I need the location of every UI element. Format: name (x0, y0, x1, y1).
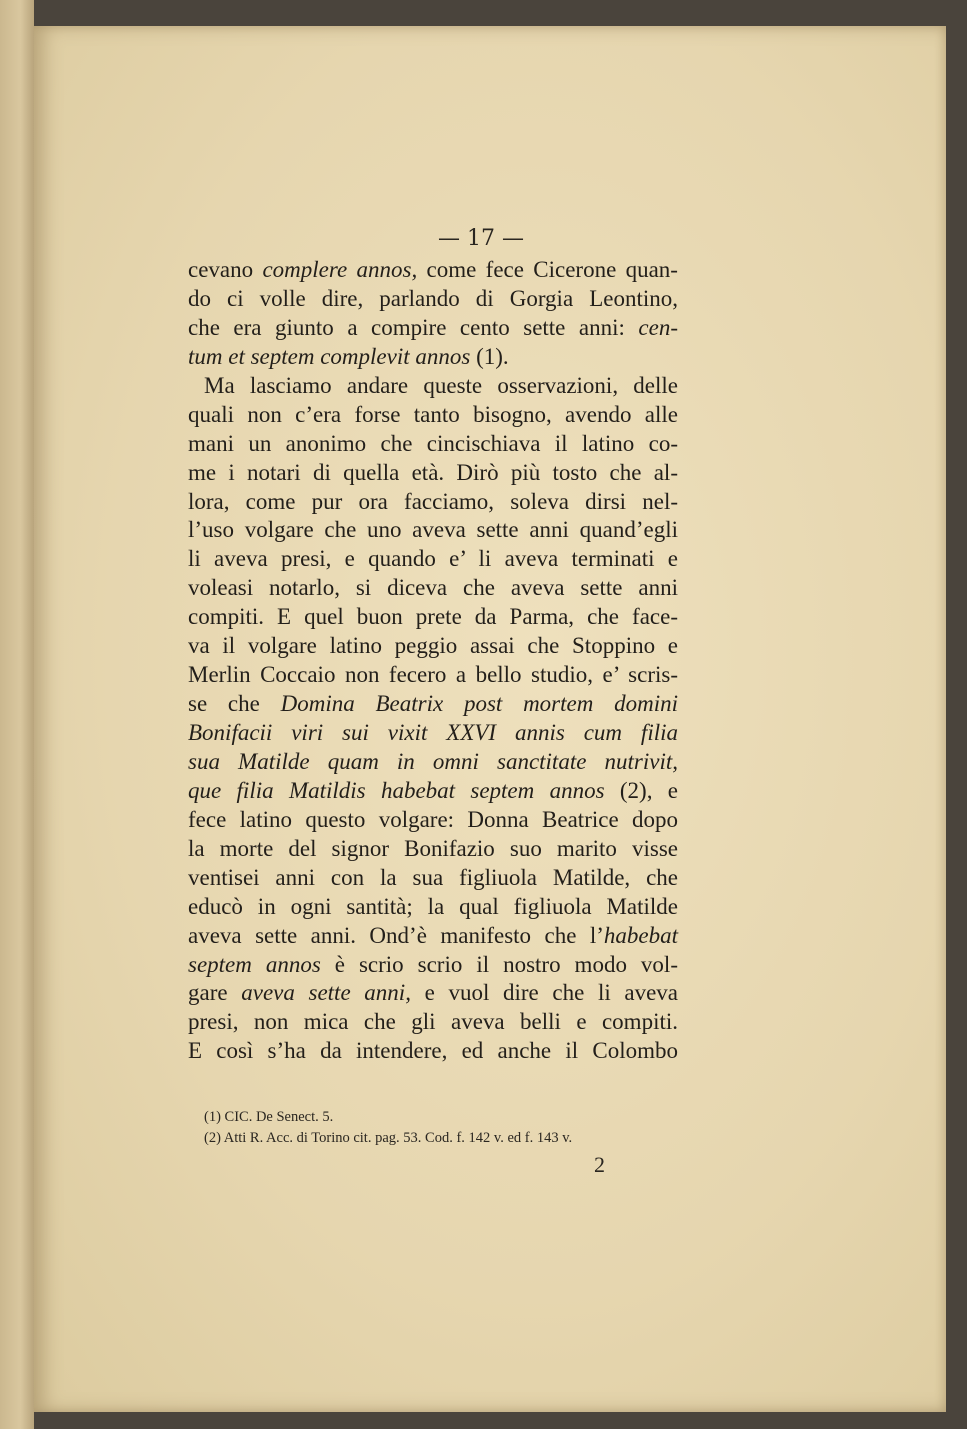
text-line: gare aveva sette anni, e vuol dire che li aveva (188, 980, 679, 1006)
text-line: Bonifacii viri sui vixit XXVI annis cum filia (188, 720, 678, 745)
text-line: septem annos è scrio scrio il nostro modo vol- (188, 951, 678, 977)
footnote-2: (2) Atti R. Acc. di Torino cit. pag. 53. Cod. f. 142 v. ed f. 143 v. (204, 1130, 573, 1146)
footnote-1: (1) CIC. De Senect. 5. (204, 1109, 334, 1125)
text-line: ventisei anni con la sua figliuola Matilde, che (188, 864, 678, 890)
text-line: que filia Matildis habebat septem annos (2), e (188, 777, 678, 803)
page-number: — 17 — (438, 226, 524, 251)
text-line: Merlin Coccaio non fecero a bello studio, e’ scris- (188, 662, 678, 688)
text-line: lora, come pur ora facciamo, soleva dirsi nel- (188, 488, 678, 514)
text-line: Ma lasciamo andare queste osservazioni, delle (204, 372, 678, 398)
text-line: voleasi notarlo, si diceva che aveva sette anni (188, 575, 678, 601)
text-line: educò in ogni santità; la qual figliuola Matilde (188, 893, 678, 919)
body-text (188, 256, 678, 1066)
text-line: se che Domina Beatrix post mortem domini (188, 691, 679, 717)
left-page-edge (0, 0, 34, 1429)
signature-mark: 2 (594, 1152, 605, 1177)
text-line: E così s’ha da intendere, ed anche il Colombo (188, 1038, 678, 1064)
text-line: aveva sette anni. Ond’è manifesto che l’habebat (188, 922, 678, 948)
text-line: presi, non mica che gli aveva belli e compiti. (188, 1009, 678, 1035)
text-line: quali non c’era forse tanto bisogno, avendo alle (188, 401, 678, 427)
text-line: fece latino questo volgare: Donna Beatrice dopo (188, 806, 678, 832)
text-line: compiti. E quel buon prete da Parma, che face- (188, 604, 678, 630)
page-header (34, 226, 946, 251)
text-line: me i notari di quella età. Dirò più tosto che al- (188, 459, 678, 485)
text-line: sua Matilde quam in omni sanctitate nutrivit, (188, 748, 678, 774)
text-line: li aveva presi, e quando e’ li aveva terminati e (188, 546, 678, 572)
text-line: tum et septem complevit annos (1). (188, 343, 509, 369)
text-line: l’uso volgare che uno aveva sette anni quand’egli (188, 517, 678, 543)
text-line: va il volgare latino peggio assai che Stoppino e (188, 633, 678, 659)
text-line: do ci volle dire, parlando di Gorgia Leontino, (188, 285, 678, 311)
text-line: che era giunto a compire cento sette anni: cen- (188, 314, 678, 340)
footnotes (204, 1107, 694, 1149)
text-line: la morte del signor Bonifazio suo marito visse (188, 835, 678, 861)
text-line: mani un anonimo che cincischiava il latino co- (188, 430, 678, 456)
text-line: cevano complere annos, come fece Cicerone quan- (188, 257, 678, 282)
